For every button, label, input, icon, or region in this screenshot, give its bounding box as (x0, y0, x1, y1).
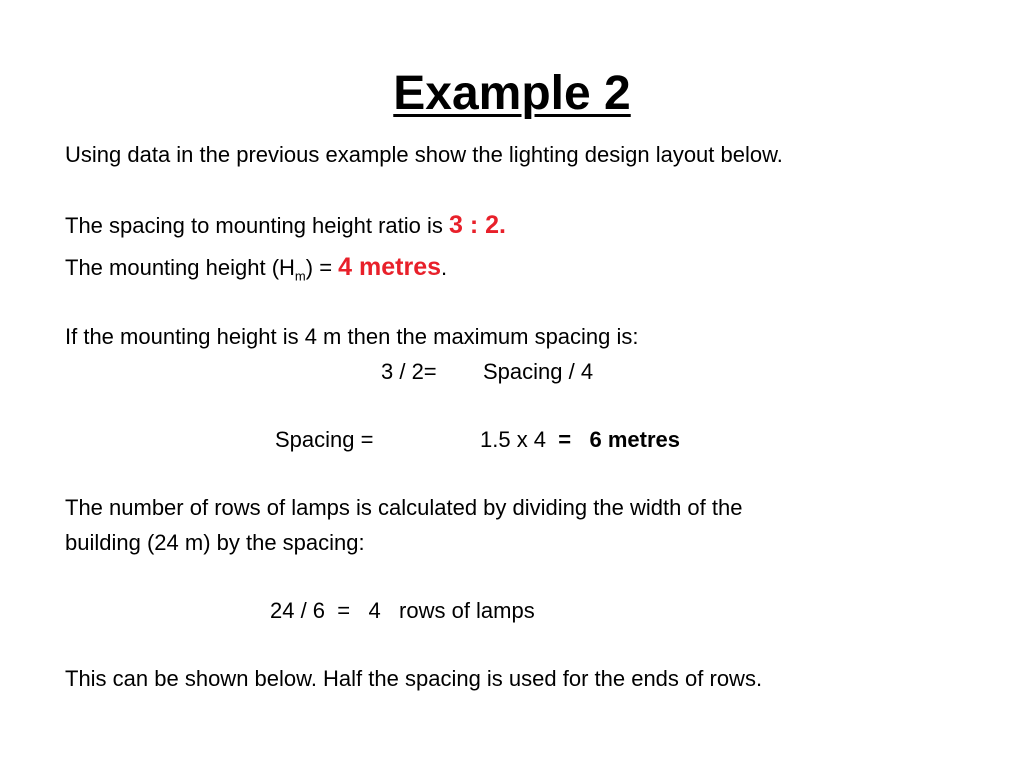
height-end: . (441, 255, 448, 280)
rows-text-line-2: building (24 m) by the spacing: (65, 530, 365, 555)
equation-2-result: 6 metres (589, 427, 680, 452)
closing-text: This can be shown below. Half the spacing is used for the ends of rows. (65, 666, 763, 691)
height-line (65, 252, 447, 283)
rows-text-line-1: The number of rows of lamps is calculated by dividing the width of the (65, 495, 743, 520)
slide-title-text: Example 2 (393, 67, 631, 120)
ratio-value: 3 : 2. (449, 211, 506, 239)
equation-3: 24 / 6 = 4 rows of lamps (270, 598, 535, 623)
height-mid: ) = (305, 255, 339, 280)
max-spacing-text: If the mounting height is 4 m then the maximum spacing is: (65, 324, 639, 349)
height-subscript: m (294, 268, 306, 284)
ratio-line (65, 210, 506, 241)
height-prefix: The mounting height (H (65, 255, 295, 280)
ratio-text: The spacing to mounting height ratio is (65, 213, 450, 238)
equation-2-calc-text: 1.5 x 4 (480, 427, 547, 452)
equation-2-label: Spacing = (275, 427, 374, 452)
intro-text: Using data in the previous example show the lighting design layout below. (65, 142, 783, 167)
equation-2-calc (480, 425, 680, 455)
equation-1-right: Spacing / 4 (483, 359, 594, 384)
height-value: 4 metres (338, 253, 442, 281)
slide-title (0, 62, 1024, 126)
equation-2-equals: = (558, 427, 572, 452)
equation-1-left: 3 / 2= (381, 359, 437, 384)
